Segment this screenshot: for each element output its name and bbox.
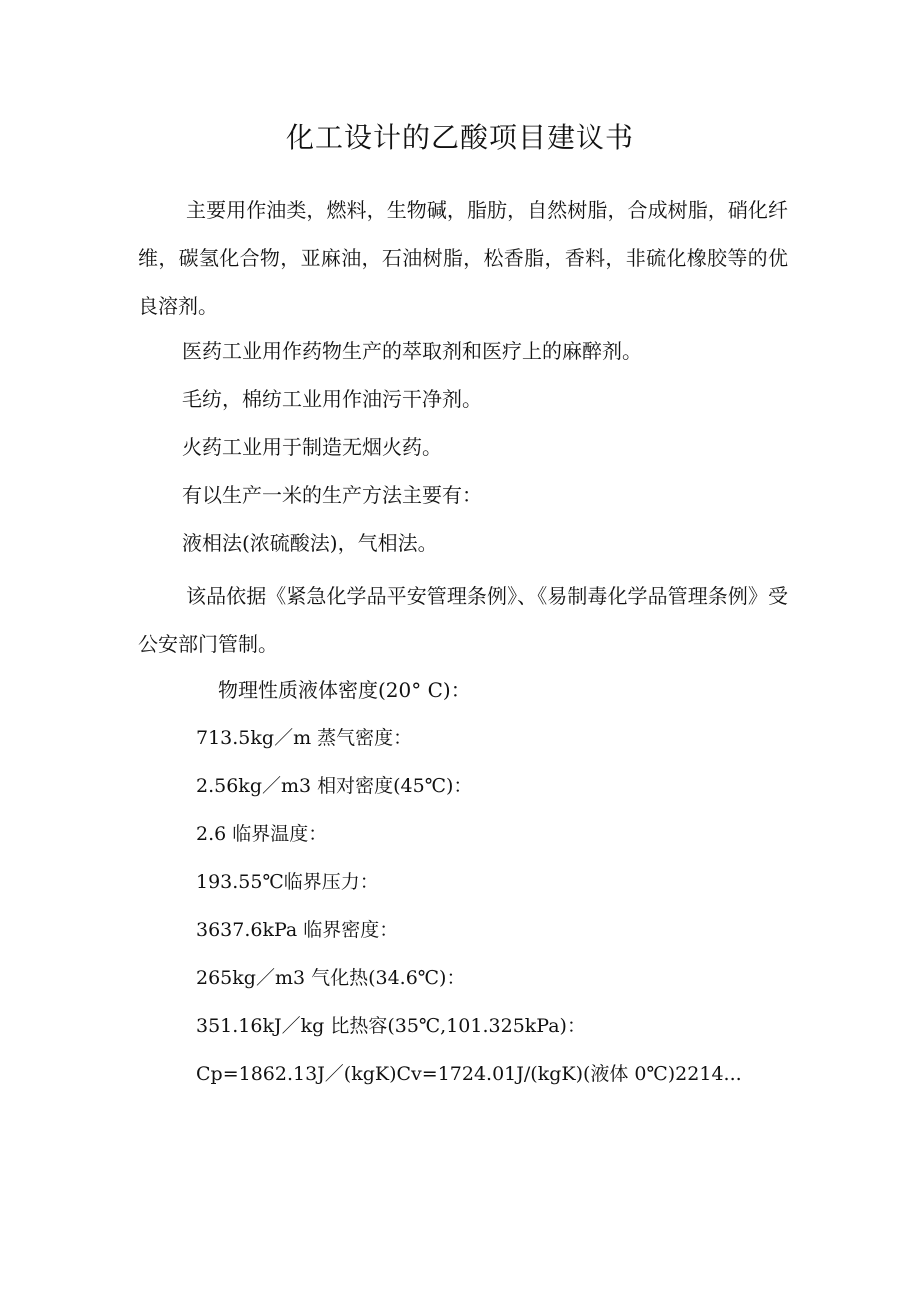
property-line: 193.55℃临界压力：	[196, 871, 379, 893]
paragraph-explosive: 火药工业用于制造无烟火药。	[182, 435, 442, 459]
paragraph-uses-main: 主要用作油类，燃料，生物碱，脂肪，自然树脂，合成树脂，硝化纤维，碳氢化合物，亚麻油，石油树脂，松香脂，香料，非硫化橡胶等的优良溶剂。	[138, 198, 788, 318]
property-line: 713.5kg／m 蒸气密度：	[196, 727, 413, 749]
property-line: 2.6 临界温度：	[196, 823, 328, 845]
property-line: Cp=1862.13J／(kgK)Cv=1724.01J/(kgK)(液体 0℃)2214...	[196, 1063, 742, 1085]
paragraph-methods-intro: 有以生产一米的生产方法主要有：	[182, 483, 482, 507]
property-line: 351.16kJ／kg 比热容(35℃,101.325kPa)：	[196, 1015, 586, 1037]
paragraph-medicine: 医药工业用作药物生产的萃取剂和医疗上的麻醉剂。	[182, 339, 642, 363]
paragraph-regulation: 该品依据《紧急化学品平安管理条例》、《易制毒化学品管理条例》受公安部门管制。	[138, 584, 788, 656]
property-line: 265kg／m3 气化热(34.6℃)：	[196, 967, 466, 989]
property-line: 3637.6kPa 临界密度：	[196, 919, 399, 941]
document-title: 化工设计的乙酸项目建议书	[285, 121, 634, 154]
paragraph-methods: 液相法(浓硫酸法)，气相法。	[182, 531, 438, 555]
paragraph-textile: 毛纺，棉纺工业用作油污干净剂。	[182, 387, 482, 411]
property-line: 2.56kg／m3 相对密度(45℃)：	[196, 775, 473, 797]
properties-heading: 物理性质液体密度(20° C)：	[218, 678, 471, 702]
